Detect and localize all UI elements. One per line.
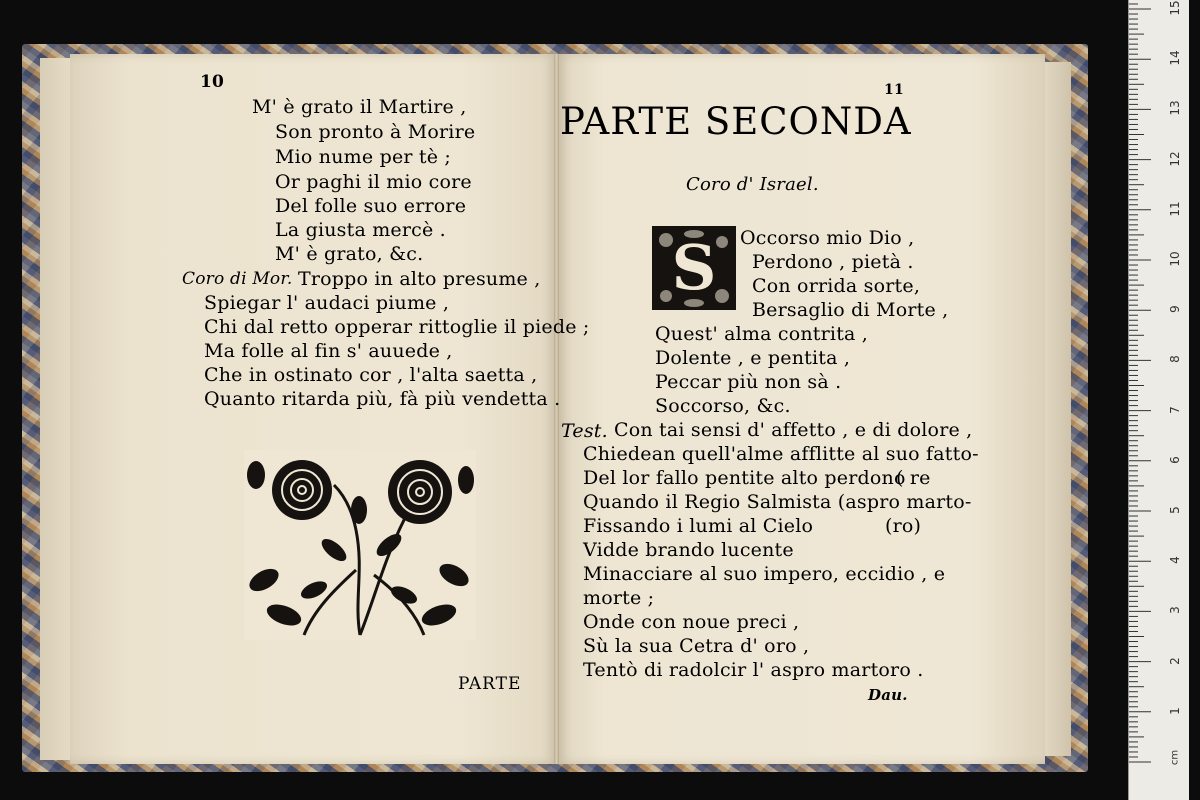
ruler-label: 13 [1168, 100, 1182, 117]
section-subtitle: Coro d' Israel. [686, 174, 819, 195]
right-page [557, 54, 1045, 764]
ruler-label: 10 [1168, 251, 1182, 267]
decorated-initial [652, 226, 736, 310]
right-text-line: Fissando i lumi al Cielo [583, 515, 814, 537]
left-verse-line: La giusta mercè . [275, 219, 446, 241]
right-text-line: Vidde brando lucente [583, 539, 794, 561]
right-speaker-line: Con tai sensi d' affetto , e di dolore , [614, 419, 973, 441]
right-verse-line: Dolente , e pentita , [655, 347, 851, 369]
right-verse-line: Bersaglio di Morte , [752, 299, 949, 321]
right-verse-line: Soccorso, &c. [655, 395, 791, 417]
ruler-label: 8 [1168, 355, 1182, 364]
left-verse-line: Son pronto à Morire [275, 121, 476, 143]
ruler-label: 2 [1168, 656, 1182, 665]
ruler-label: 15 [1168, 0, 1182, 16]
ruler-label: 4 [1168, 556, 1182, 565]
ruler-label: 7 [1168, 405, 1182, 414]
left-speaker-line: Troppo in alto presume , [298, 268, 541, 290]
left-verse-line: Quanto ritarda più, fà più vendetta . [204, 388, 561, 410]
margin-note: ( re [896, 467, 931, 489]
right-speaker-label: Test. [561, 420, 608, 442]
margin-note: (ro) [885, 515, 922, 537]
ruler-label: 5 [1168, 506, 1182, 514]
left-verse-line: Spiegar l' audaci piume , [204, 292, 450, 314]
ruler-label: 6 [1168, 455, 1182, 464]
right-verse-line: Peccar più non sà . [655, 371, 842, 393]
right-text-line: Tentò di radolcir l' aspro martoro . [583, 659, 924, 681]
right-text-line: Chiedean quell'alme afflitte al suo fatto- [583, 443, 979, 465]
ruler-label: 14 [1168, 50, 1182, 66]
right-text-line: morte ; [583, 587, 655, 609]
right-page-edges [1043, 62, 1071, 756]
right-text-line: Del lor fallo pentite alto perdono [583, 467, 906, 489]
left-verse-line: M' è grato il Martire , [252, 96, 467, 118]
measurement-ruler [1128, 0, 1189, 800]
right-text-line: Quando il Regio Salmista (aspro marto- [583, 491, 972, 513]
right-text-line: Minacciare al suo impero, eccidio , e [583, 563, 946, 585]
left-verse-line: Che in ostinato cor , l'alta saetta , [204, 364, 538, 386]
ruler-label: 1 [1168, 706, 1182, 715]
right-verse-line: Perdono , pietà . [752, 251, 914, 273]
left-verse-line: Mio nume per tè ; [275, 146, 452, 168]
left-verse-line: M' è grato, &c. [275, 243, 424, 265]
left-catchword: PARTE [458, 674, 522, 694]
drop-cap-letter: S [671, 231, 717, 304]
left-speaker-label: Coro di Mor. [182, 269, 293, 289]
section-title: PARTE SECONDA [560, 100, 912, 143]
ruler-unit: cm [1169, 749, 1181, 766]
ruler-label: 11 [1168, 201, 1182, 217]
rose-woodcut-illustration [244, 450, 476, 640]
right-text-line: Onde con noue preci , [583, 611, 800, 633]
left-verse-line: Or paghi il mio core [275, 171, 472, 193]
left-page-number: 10 [200, 72, 225, 92]
left-verse-line: Chi dal retto opperar rittoglie il piede ; [204, 316, 590, 338]
left-verse-line: Del folle suo errore [275, 195, 467, 217]
right-page-number: 11 [884, 82, 904, 98]
left-verse-line: Ma folle al fin s' auuede , [204, 340, 453, 362]
right-verse-line: Occorso mio Dio , [740, 227, 915, 249]
ruler-label: 12 [1168, 150, 1182, 167]
left-page-edges [40, 58, 74, 760]
right-text-line: Sù la sua Cetra d' oro , [583, 635, 810, 657]
right-catchword: Dau. [868, 686, 908, 704]
ruler-label: 9 [1168, 305, 1182, 314]
right-verse-line: Quest' alma contrita , [655, 323, 869, 345]
ruler-label: 3 [1168, 606, 1182, 615]
right-verse-line: Con orrida sorte, [752, 275, 921, 297]
